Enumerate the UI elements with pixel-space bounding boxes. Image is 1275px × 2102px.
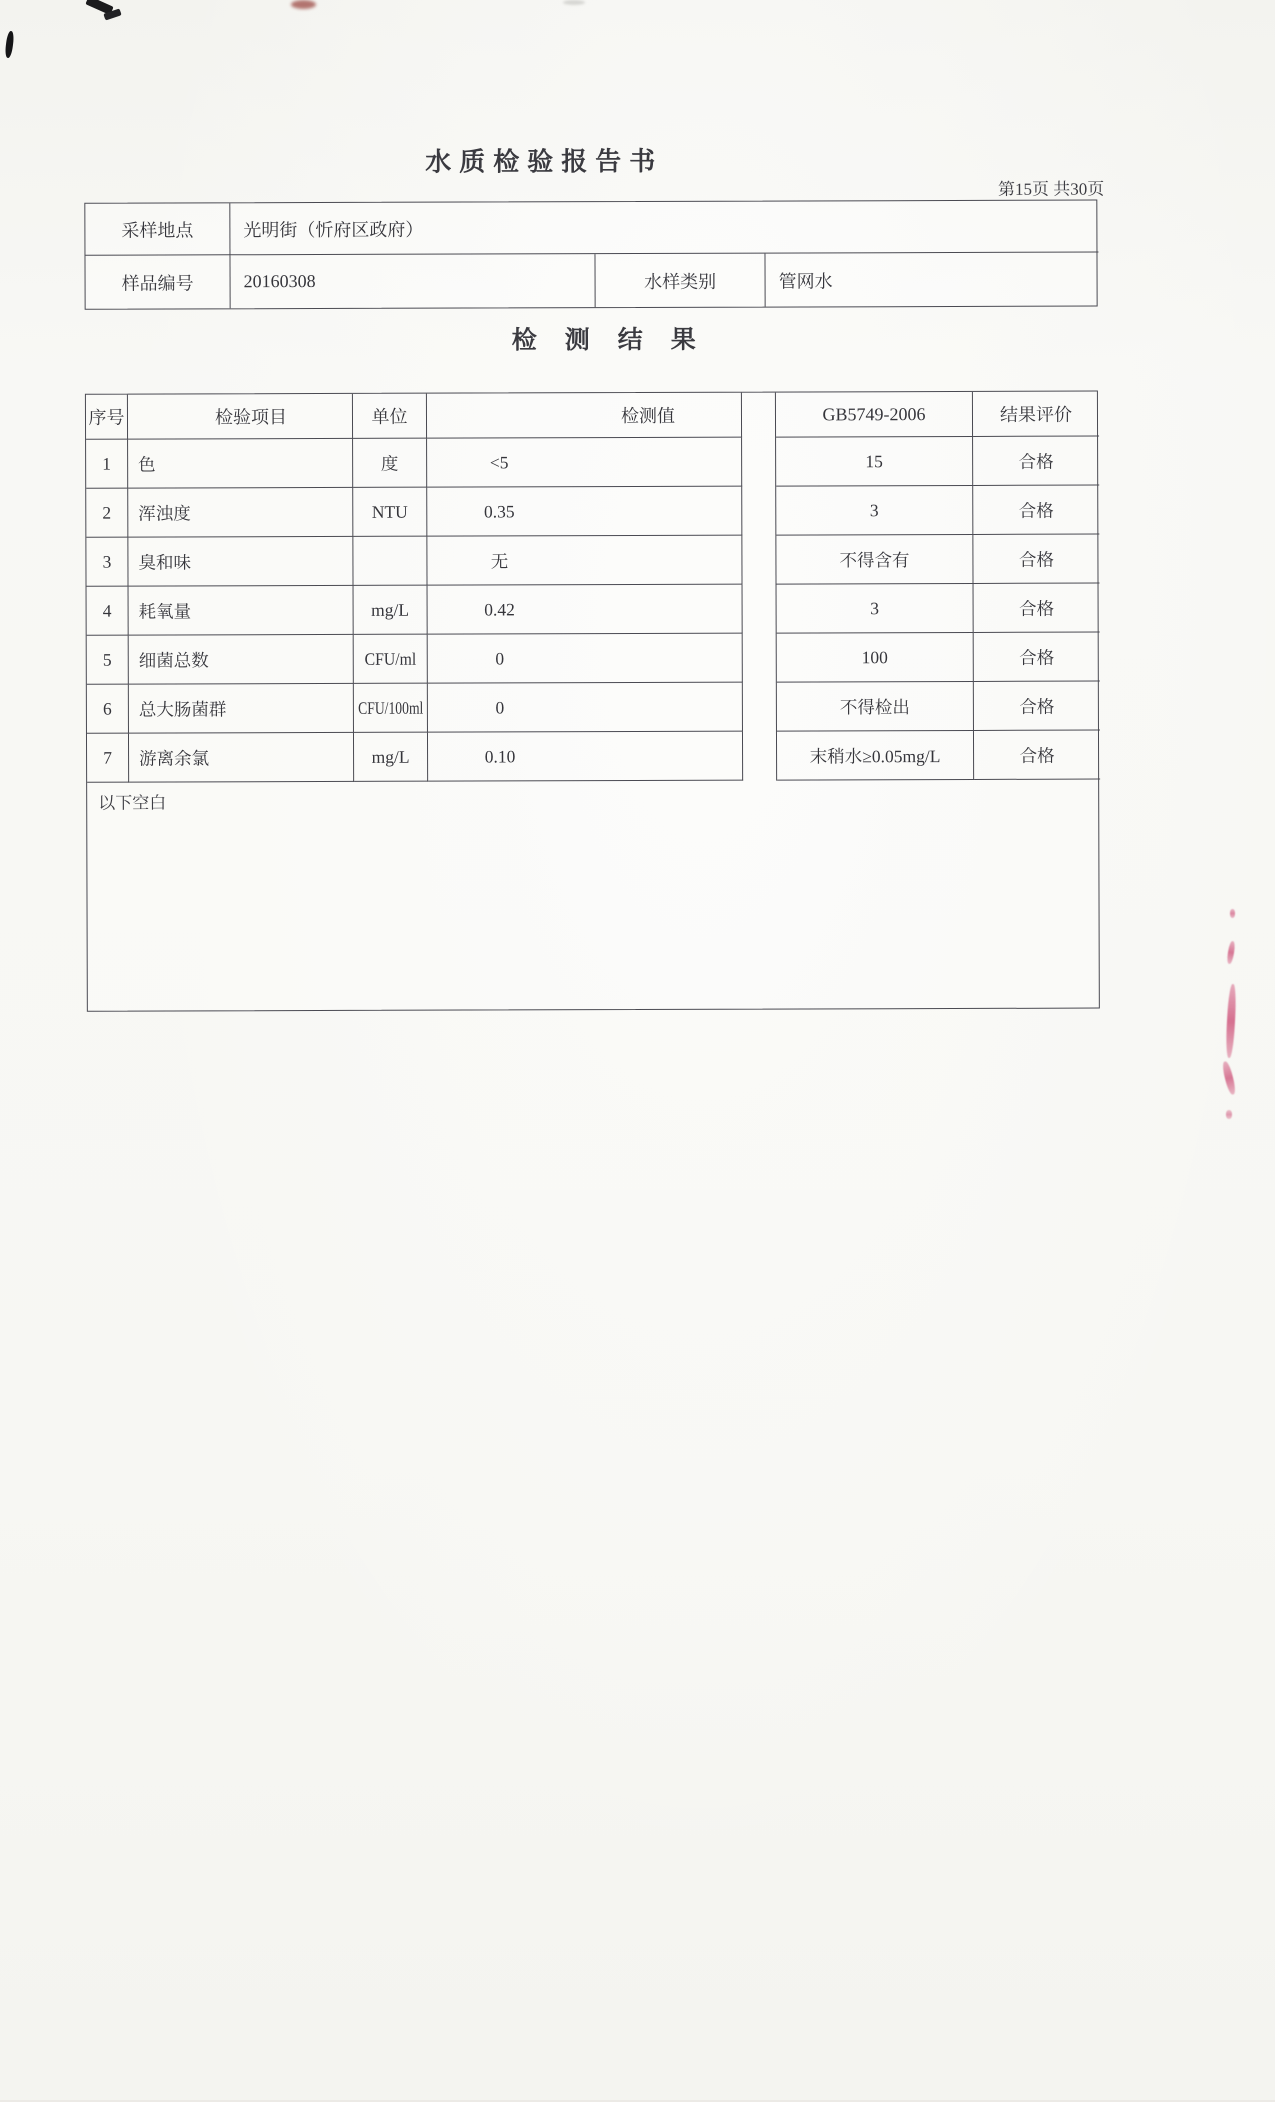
cell-standard: 15 xyxy=(776,437,973,487)
cell-seq: 5 xyxy=(87,636,129,685)
cell-unit xyxy=(354,684,428,733)
cell-value: 无 xyxy=(427,536,742,586)
cell-evaluation: 合格 xyxy=(974,731,1100,780)
cell-value: <5 xyxy=(427,438,742,488)
cell-standard: 不得含有 xyxy=(776,535,973,585)
sampling-location-value: 光明街（忻府区政府） xyxy=(230,201,1098,256)
cell-seq: 1 xyxy=(86,440,128,489)
report-title: 水质检验报告书 xyxy=(425,146,664,177)
cell-unit: mg/L xyxy=(354,586,428,635)
page-number: 第15页 共30页 xyxy=(997,179,1105,199)
cell-unit xyxy=(354,635,428,684)
cell-value: 0.35 xyxy=(427,487,742,537)
section-heading: 检测结果 xyxy=(511,326,724,355)
sample-number-label: 样品编号 xyxy=(85,255,230,308)
cell-item: 游离余氯 xyxy=(129,733,354,783)
cell-seq: 4 xyxy=(87,587,129,636)
cell-item: 总大肠菌群 xyxy=(129,684,354,734)
results-table-left xyxy=(86,393,743,783)
cell-value: 0 xyxy=(428,634,743,684)
cell-standard: 末稍水≥0.05mg/L xyxy=(777,731,974,781)
sampling-location-label: 采样地点 xyxy=(85,203,230,255)
cell-value: 0.42 xyxy=(428,585,743,635)
cell-value: 0 xyxy=(428,683,743,733)
col-header-seq: 序号 xyxy=(86,395,128,440)
cell-item: 浑浊度 xyxy=(128,488,353,538)
cell-seq: 2 xyxy=(86,489,128,538)
cell-standard: 不得检出 xyxy=(777,682,974,732)
sample-info-table xyxy=(84,200,1097,310)
cell-standard: 3 xyxy=(776,486,973,536)
cell-evaluation: 合格 xyxy=(973,486,1099,535)
cell-unit-text: CFU/ml xyxy=(364,648,417,669)
col-header-unit: 单位 xyxy=(353,394,427,439)
cell-evaluation: 合格 xyxy=(974,633,1100,682)
sample-number-value: 20160308 xyxy=(230,254,595,308)
cell-item: 细菌总数 xyxy=(129,635,354,685)
cell-seq: 6 xyxy=(87,685,129,734)
water-type-value: 管网水 xyxy=(778,270,833,292)
results-container xyxy=(85,391,1100,1012)
col-header-standard: GB5749-2006 xyxy=(776,392,973,438)
cell-evaluation: 合格 xyxy=(973,535,1099,584)
col-header-item: 检验项目 xyxy=(128,394,353,440)
cell-standard: 100 xyxy=(777,633,974,683)
cell-unit xyxy=(353,537,427,586)
cell-unit: mg/L xyxy=(354,733,428,782)
cell-evaluation: 合格 xyxy=(973,437,1099,486)
col-header-evaluation: 结果评价 xyxy=(973,392,1099,437)
cell-item: 臭和味 xyxy=(128,537,353,587)
results-table-right xyxy=(775,392,1100,781)
cell-seq: 3 xyxy=(86,538,128,587)
cell-standard: 3 xyxy=(777,584,974,634)
cell-item: 色 xyxy=(128,439,353,489)
blank-below-note: 以下空白 xyxy=(98,793,167,813)
water-type-label: 水样类别 xyxy=(595,254,765,308)
cell-unit-text: CFU/100ml xyxy=(357,697,424,718)
col-header-value: 检测值 xyxy=(427,393,742,439)
cell-evaluation: 合格 xyxy=(974,584,1100,633)
cell-item: 耗氧量 xyxy=(129,586,354,636)
cell-unit: 度 xyxy=(353,439,427,488)
cell-unit: NTU xyxy=(353,488,427,537)
cell-evaluation: 合格 xyxy=(974,682,1100,731)
cell-seq: 7 xyxy=(87,734,129,783)
cell-value: 0.10 xyxy=(428,732,743,782)
